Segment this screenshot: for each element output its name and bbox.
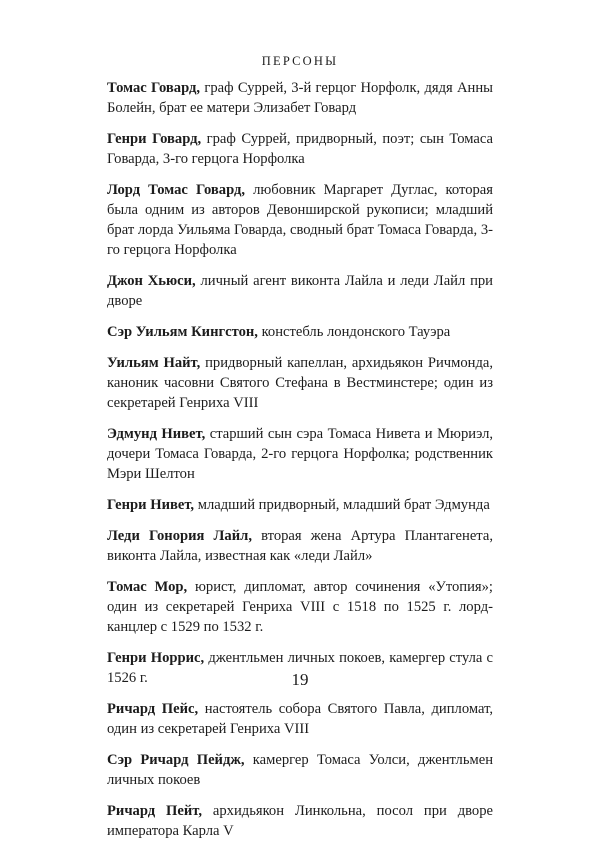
person-name: Генри Говард, <box>107 131 202 147</box>
person-name: Лорд Томас Говард, <box>107 182 246 198</box>
person-entry <box>107 424 493 484</box>
person-name: Сэр Ричард Пейдж, <box>107 752 245 768</box>
person-entry <box>107 78 493 118</box>
person-name: Джон Хьюси, <box>107 273 196 289</box>
person-description: граф Суррей, придворный, поэт; сын Томаса Говарда, 3-го герцога Норфолка <box>107 131 493 167</box>
person-name: Ричард Пейс, <box>107 701 199 717</box>
running-head: ПЕРСОНЫ <box>261 54 339 68</box>
person-entry <box>107 699 493 739</box>
page-number: 19 <box>291 670 309 689</box>
person-name: Генри Норрис, <box>107 650 205 666</box>
person-name: Уильям Найт, <box>107 355 201 371</box>
person-entry <box>107 353 493 413</box>
person-entry <box>107 801 493 841</box>
person-name: Сэр Уильям Кингстон, <box>107 324 258 340</box>
person-description: джентльмен личных покоев, камергер стула с 1526 г. <box>107 650 493 686</box>
person-entry <box>107 495 493 515</box>
person-description: архидьякон Линкольна, посол при дворе императора Карла V <box>107 803 493 839</box>
person-description: граф Суррей, 3-й герцог Норфолк, дядя Анны Болейн, брат ее матери Элизабет Говард <box>107 80 493 116</box>
person-entry <box>107 577 493 637</box>
person-name: Леди Гонория Лайл, <box>107 528 252 544</box>
person-description: вторая жена Артура Плантагенета, виконта Лайла, известная как «леди Лайл» <box>107 528 493 564</box>
person-entry <box>107 180 493 260</box>
person-description: камергер Томаса Уолси, джентльмен личных покоев <box>107 752 494 788</box>
person-entry <box>107 271 493 311</box>
person-name: Генри Нивет, <box>107 497 195 513</box>
person-entry <box>107 322 493 342</box>
person-entry <box>107 129 493 169</box>
person-entry <box>107 526 493 566</box>
person-entry <box>107 750 493 790</box>
person-description: констебль лондонского Тауэра <box>257 324 451 340</box>
persons-list <box>107 78 493 852</box>
person-description: настоятель собора Святого Павла, дипломат, один из секретарей Генриха VIII <box>107 701 494 737</box>
person-description: юрист, дипломат, автор сочинения «Утопия»; один из секретарей Генриха VIII с 1518 по 1525 г. лорд-канцлер с 1529 по 1532 г. <box>107 579 493 635</box>
person-name: Ричард Пейт, <box>107 803 203 819</box>
person-description: личный агент виконта Лайла и леди Лайл при дворе <box>107 273 493 309</box>
person-description: любовник Маргарет Дуглас, которая была одним из авторов Девонширской рукописи; младший брат лорда Уильяма Говарда, сводный брат Томаса Говарда, 3-го герцога Норфолка <box>107 182 493 258</box>
person-name: Эдмунд Нивет, <box>107 426 206 442</box>
person-description: старший сын сэра Томаса Нивета и Мюриэл, дочери Томаса Говарда, 2-го герцога Норфолка; родственник Мэри Шелтон <box>107 426 493 482</box>
person-description: придворный капеллан, архидьякон Ричмонда, каноник часовни Святого Стефана в Вестминстере; один из секретарей Генриха VIII <box>107 355 493 411</box>
person-name: Томас Говард, <box>107 80 201 96</box>
person-description: младший придворный, младший брат Эдмунда <box>194 497 490 513</box>
person-name: Томас Мор, <box>107 579 188 595</box>
